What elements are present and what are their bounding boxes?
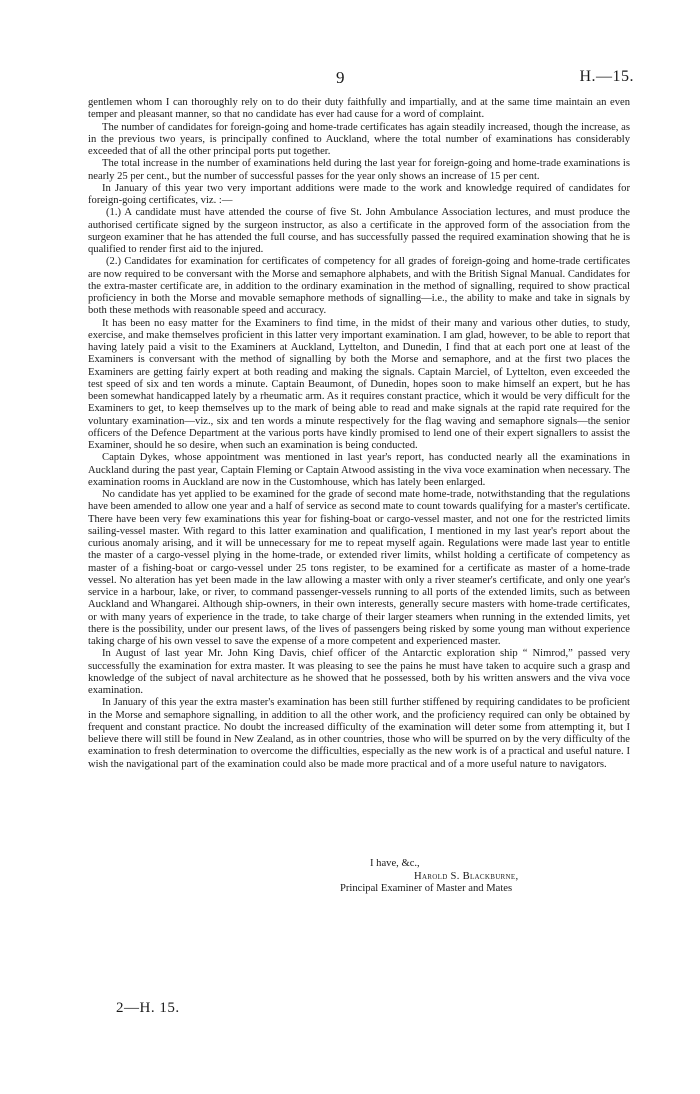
paragraph: The number of candidates for foreign-going and home-trade certificates has again steadily increased, though the increase, as in the previous two years, is principally confined to Auckland, where the total number of examinations has considerably exceeded that of all the other principal ports put together. [88, 121, 630, 157]
paragraph: gentlemen whom I can thoroughly rely on to do their duty faithfully and impartially, and at the same time maintain an even temper and pleasant manner, so that no candidate has ever had cause for a word of complaint. [88, 97, 630, 121]
list-item: (1.) A candidate must have attended the course of five St. John Ambulance Association lectures, and must produce the authorised certificate signed by the surgeon instructor, as also a certificate in the approved form of the association from the surgeon examiner that he has attended the full course, and has successfully passed the required examination showing that he is qualified to render first aid to the injured. [88, 207, 630, 255]
list-item: (2.) Candidates for examination for certificates of competency for all grades of foreign-going and home-trade certificates are now required to be conversant with the Morse and semaphore alphabets, and with the British Signal Manual. Candidates for the extra-master certificate are, in addition to the ordinary examination in the method of signalling, required to show practical proficiency in both the Morse and movable semaphore methods of signalling—i.e., the ability to make and take in signals by both these methods with reasonable speed and accuracy. [88, 256, 630, 317]
paragraph: In August of last year Mr. John King Davis, chief officer of the Antarctic exploration ship “ Nimrod,” passed very successfully the examination for extra master. It was pleasing to see the pains he must have taken to acquire such a grasp and knowledge of the subject of naval architecture as he showed that he possessed, both by his written answers and the viva voce examination. [88, 648, 630, 696]
letter-closing [340, 858, 519, 896]
paragraph: In January of this year two very important additions were made to the work and knowledge required of candidates for foreign-going certificates, viz. :— [88, 182, 630, 206]
footer-reference: 2—H. 15. [116, 1000, 180, 1016]
signatory-title: Principal Examiner of Master and Mates [340, 883, 513, 894]
paragraph: It has been no easy matter for the Examiners to find time, in the midst of their many and various other duties, to study, exercise, and make themselves proficient in this latter very important examination. I am glad, however, to be able to report that having lately paid a visit to the Examiners at Auckland, Lyttelton, and Dunedin, I find that at each port one at least of the Examiners is conversant with the method of signalling by both the Morse and semaphore, and at the first two places the Examiners are getting fairly expert at both reading and making the signals. Captain Marciel, of Lyttelton, even exceeded the test speed of six and ten words a minute. Captain Beaumont, of Dunedin, hopes soon to make himself an expert, but he has been somewhat handicapped lately by a rheumatic arm. As it requires constant practice, which it would be very difficult for the Examiners to get, to keep themselves up to the mark of being able to read and make signals at the rapid rate required for the voluntary examination—viz., six and ten words a minute respectively for the flag waving and semaphore signals—the senior officers of the Defence Department at the various ports have kindly promised to lend one of their expert signallers to assist the Examiner, should he so desire, when such an examination is being conducted. [88, 317, 630, 451]
signatory-name: Harold S. Blackburne, [414, 870, 519, 882]
document-reference: H.—15. [579, 68, 634, 85]
paragraph: The total increase in the number of examinations held during the last year for foreign-going and home-trade examinations is nearly 25 per cent., but the number of successful passes for the year only shows an increase of 15 per cent. [88, 158, 630, 182]
paragraph: Captain Dykes, whose appointment was mentioned in last year's report, has conducted nearly all the examinations in Auckland during the past year, Captain Fleming or Captain Atwood assisting in the viva voce examination when necessary. The examination rooms in Auckland are now in the Customhouse, which has lately been enlarged. [88, 452, 630, 488]
body-text [88, 97, 630, 771]
salutation: I have, &c., [370, 858, 420, 869]
paragraph: In January of this year the extra master's examination has been still further stiffened by requiring candidates to be proficient in the Morse and semaphore signalling, in addition to all the other work, and the proficiency required can only be obtained by frequent and constant practice. No doubt the increased difficulty of the examination will deter some from attempting it, but I believe there will still be found in New Zealand, as in other countries, those who will be spurred on by the very difficulty of the examination to fresh determination to overcome the difficulties, especially as the new work is of a practical and useful nature. I wish the navigational part of the examination could also be made more practical and of a more useful nature to navigators. [88, 697, 630, 770]
page-number: 9 [336, 68, 345, 87]
paragraph: No candidate has yet applied to be examined for the grade of second mate home-trade, notwithstanding that the regulations have been amended to allow one year and a half of service as second mate to count towards qualifying for a master's certificate. There have been very few examinations this year for fishing-boat or cargo-vessel master, and not one for the restricted limits sailing-vessel master. With regard to this latter examination and qualification, I mentioned in my last year's report about the curious anomaly arising, and it will be unnecessary for me to repeat myself again. Regulations were made last year to entitle the master of a cargo-vessel plying in the home-trade, or extended river limits, whilst holding a certificate of competency as master of a fishing-boat or cargo-vessel under 25 tons register, to be examined for a certificate as master of a home-trade vessel. No alteration has yet been made in the law allowing a master with only a river steamer's certificate, and only one year's service in a harbour, lake, or river, to command passenger-vessels running to all ports of the extended limits, such as between Auckland and Whangarei. Although ship-owners, in their own interests, generally secure masters with home-trade certificates, or with many years of experience in the trade, to take charge of their larger steamers when running in the extended limits, yet there is the possibility, under our present laws, of the lives of passengers being risked by some young man without experience taking charge of his own vessel to save the expense of a more competent and experienced master. [88, 489, 630, 647]
